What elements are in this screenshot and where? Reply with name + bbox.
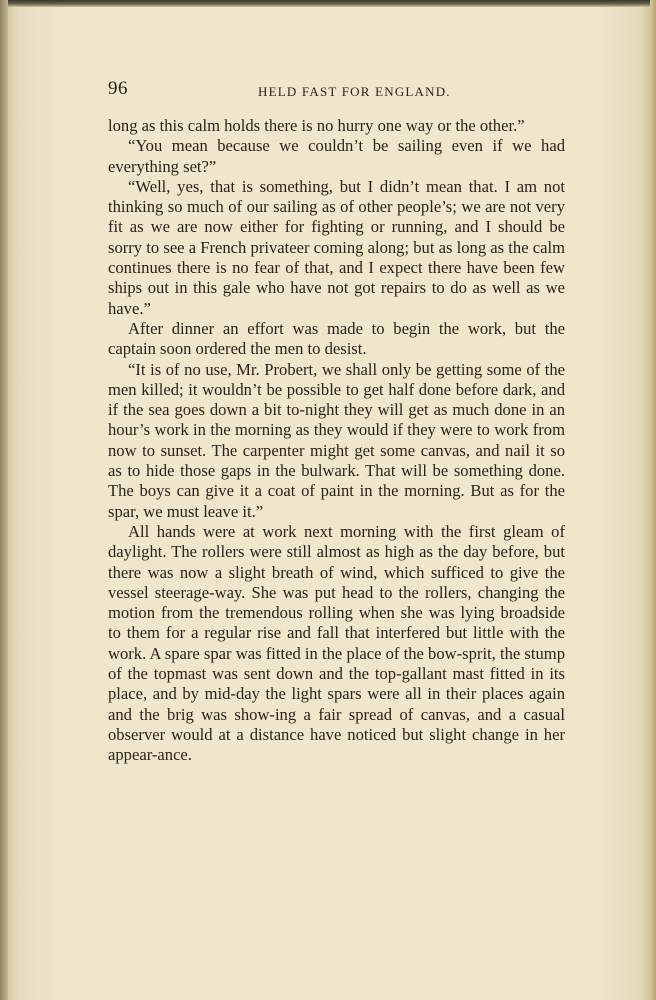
paragraph-3: “Well, yes, that is something, but I didn’t mean that. I am not thinking so much of our sailing as of other people’s; we are not very fit as we are now either for fighting or running, and I should be sorry to see a French privateer coming along; but as long as the calm continues there is no fear of that, and I expect there have been few ships out in this gale who have not got repairs to do as well as we have.” xyxy=(108,176,565,318)
paragraph-6: All hands were at work next morning with the first gleam of daylight. The rollers were still almost as high as the day before, but there was now a slight breath of wind, which sufficed to give the vessel steerage-way. She was put head to the rollers, changing the motion from the tremendous rolling when she was lying broadside to them for a regular rise and fall that interfered but little with the work. A spare spar was fitted in the place of the bow-sprit, the stump of the topmast was sent down and the top-gallant mast fitted in its place, and by mid-day the light spars were all in their places again and the brig was show-ing a fair spread of canvas, and a casual observer would at a distance have noticed but slight change in her appear-ance. xyxy=(108,521,565,765)
running-head xyxy=(108,78,568,102)
page-top-edge xyxy=(0,0,656,7)
paragraph-1: long as this calm holds there is no hurry one way or the other.” xyxy=(108,116,525,135)
body-text xyxy=(108,116,565,766)
paragraph-4: After dinner an effort was made to begin the work, but the captain soon ordered the men to desist. xyxy=(108,318,565,359)
page-number: 96 xyxy=(108,78,128,99)
paragraph-2: “You mean because we couldn’t be sailing even if we had everything set?” xyxy=(108,136,565,176)
paragraph-5: “It is of no use, Mr. Probert, we shall only be getting some of the men killed; it wouldn’t be possible to get half done before dark, and if the sea goes down a bit to-night they will get as much done in an hour’s work in the morning as they would if they were to work from now to sunset. The carpenter might get some canvas, and nail it so as to hide those gaps in the bulwark. That will be something done. The boys can give it a coat of paint in the morning. But as for the spar, we must leave it.” xyxy=(108,359,565,521)
book-title: HELD FAST FOR ENGLAND. xyxy=(258,84,451,99)
page-binding-edge xyxy=(0,0,8,1000)
page-fore-edge xyxy=(650,0,656,1000)
